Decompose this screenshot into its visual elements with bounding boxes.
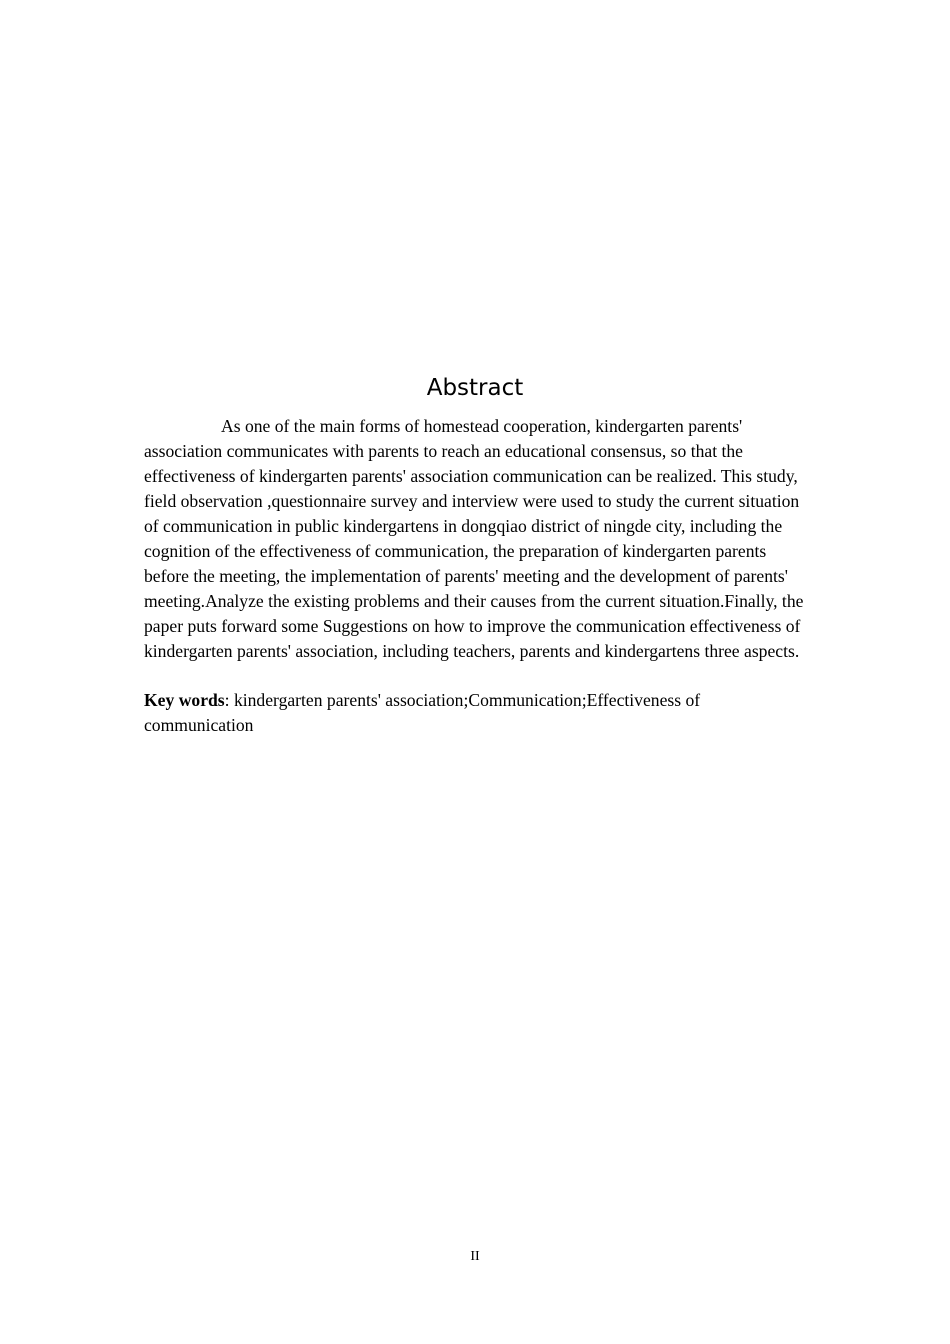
keywords-label: Key words: [144, 690, 225, 710]
abstract-body: As one of the main forms of homestead cooperation, kindergarten parents' association communicates with parents to reach an educational consensus, so that the effectiveness of kindergarten parents' association communication can be realized. This study, field observation ,questionnaire survey and interview were used to study the current situation of communication in public kindergartens in dongqiao district of ningde city, including the cognition of the effectiveness of communication, the preparation of kindergarten parents before the meeting, the implementation of parents' meeting and the development of parents' meeting.Analyze the existing problems and their causes from the current situation.Finally, the paper puts forward some Suggestions on how to improve the communication effectiveness of kindergarten parents' association, including teachers, parents and kindergartens three aspects.: [144, 416, 804, 661]
abstract-title: Abstract: [426, 375, 524, 401]
keywords-separator: :: [224, 690, 234, 710]
keywords-line: [144, 688, 812, 738]
page-number: II: [470, 1249, 480, 1264]
keywords-text: kindergarten parents' association;Communication;Effectiveness of communication: [144, 690, 701, 735]
